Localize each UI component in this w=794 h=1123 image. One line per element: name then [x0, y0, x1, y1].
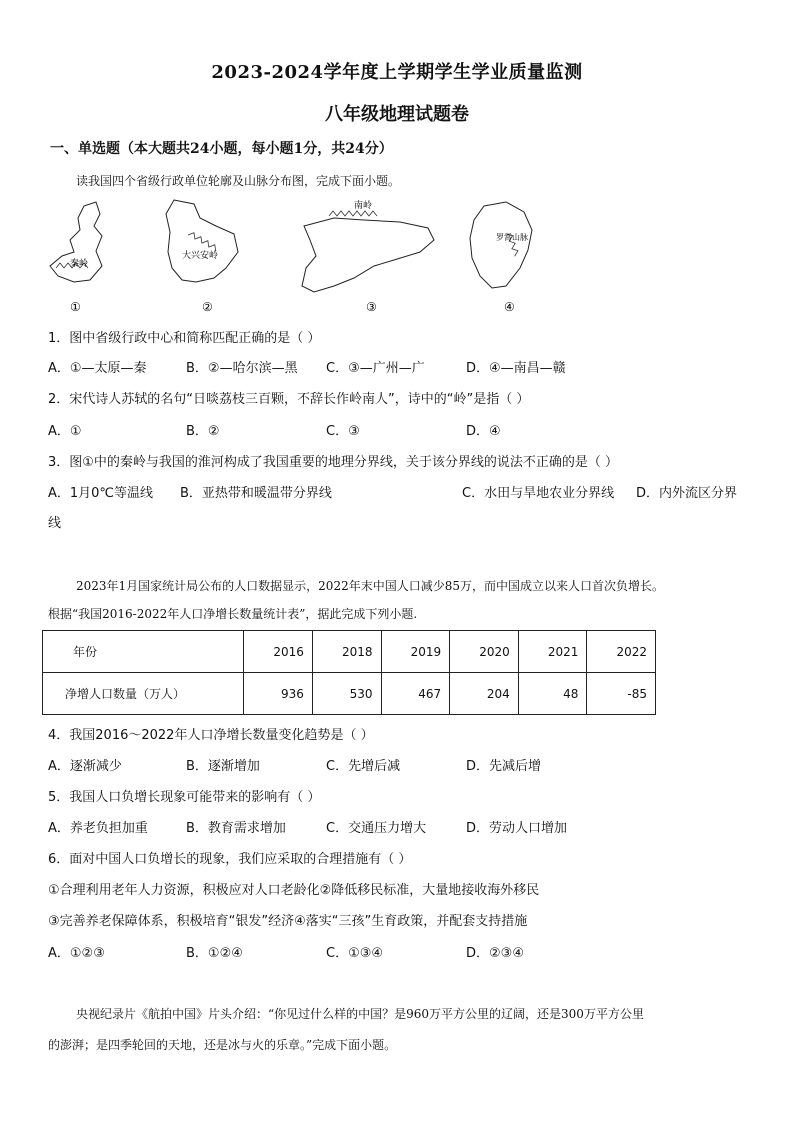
- question-6-stem: 6．面对中国人口负增长的现象，我们应采取的合理措施有（ ）: [48, 852, 412, 867]
- option[interactable]: A．①②③: [48, 946, 105, 961]
- map-label: 大兴安岭: [182, 251, 219, 261]
- option[interactable]: B．逐渐增加: [186, 759, 260, 774]
- table-header-cell: 年份: [43, 631, 244, 673]
- option[interactable]: B．教育需求增加: [186, 821, 286, 836]
- question-5-options: [48, 817, 567, 836]
- option[interactable]: B．亚热带和暖温带分界线: [180, 486, 332, 501]
- map-number: ④: [504, 300, 515, 314]
- option[interactable]: C．交通压力增大: [326, 821, 427, 836]
- table-cell: 2016: [244, 631, 313, 673]
- option[interactable]: D．先减后增: [466, 759, 542, 774]
- table-row: [43, 631, 656, 673]
- exam-title: 2023-2024学年度上学期学生学业质量监测: [211, 62, 583, 83]
- question-1-stem: 1．图中省级行政中心和简称匹配正确的是（ ）: [48, 331, 321, 346]
- option[interactable]: C．③: [326, 424, 360, 439]
- table-cell: 2018: [312, 631, 381, 673]
- question-4-options: [48, 755, 541, 774]
- option[interactable]: D．②③④: [466, 946, 524, 961]
- table-cell: 2019: [381, 631, 450, 673]
- table-cell: 467: [381, 673, 450, 715]
- table-cell: 936: [244, 673, 313, 715]
- option[interactable]: D．内外流区分界: [636, 486, 738, 501]
- option[interactable]: D．④: [466, 424, 501, 439]
- question-4-stem: 4．我国2016～2022年人口净增长数量变化趋势是（ ）: [48, 728, 374, 743]
- question-2-options: [48, 420, 501, 439]
- table-cell: 48: [518, 673, 587, 715]
- question-3-options: [48, 482, 737, 501]
- table-cell: 2021: [518, 631, 587, 673]
- option[interactable]: B．②—哈尔滨—黑: [186, 361, 298, 376]
- map-number: ①: [70, 300, 81, 314]
- option[interactable]: A．逐渐减少: [48, 759, 122, 774]
- map-jiangxi: [470, 202, 532, 314]
- question-6-line1: ①合理利用老年人力资源，积极应对人口老龄化②降低移民标准，大量地接收海外移民: [48, 883, 540, 898]
- question-5-stem: 5．我国人口负增长现象可能带来的影响有（ ）: [48, 790, 321, 805]
- table-cell: 2022: [587, 631, 656, 673]
- table-cell: 204: [450, 673, 519, 715]
- question-2-stem: 2．宋代诗人苏轼的名句“日啖荔枝三百颗，不辞长作岭南人”，诗中的“岭”是指（ ）: [48, 392, 530, 407]
- option[interactable]: C．先增后减: [326, 759, 401, 774]
- exam-subtitle: 八年级地理试题卷: [325, 104, 469, 125]
- table-cell: 2020: [450, 631, 519, 673]
- map-shaanxi: [50, 202, 102, 314]
- option[interactable]: C．①③④: [326, 946, 384, 961]
- table-row: [43, 673, 656, 715]
- province-maps: [44, 196, 544, 316]
- section-heading: 一、单选题（本大题共24小题，每小题1分，共24分）: [50, 141, 393, 157]
- group2-lead-line1: 2023年1月国家统计局公布的人口数据显示，2022年末中国人口减少85万，而中国成立以来人口首次负增长。: [76, 579, 664, 593]
- map-guangdong: [302, 199, 434, 314]
- map-label: 秦岭: [70, 259, 89, 269]
- question-3-wrap: 线: [48, 516, 62, 531]
- group3-lead-line2: 的澎湃；是四季轮回的天地，还是冰与火的乐章。”完成下面小题。: [48, 1038, 397, 1052]
- option[interactable]: A．①: [48, 424, 82, 439]
- option[interactable]: A．①—太原—秦: [48, 361, 147, 376]
- question-1-options: [48, 357, 566, 376]
- map-number: ③: [366, 300, 377, 314]
- question-6-options: [48, 942, 524, 961]
- question-6-line2: ③完善养老保障体系，积极培育“银发”经济④落实“三孩”生育政策，并配套支持措施: [48, 914, 528, 929]
- option[interactable]: A．1月0℃等温线: [48, 486, 154, 501]
- map-heilongjiang: [166, 200, 238, 314]
- map-label: 南岭: [354, 201, 373, 211]
- group2-lead-line2: 根据“我国2016-2022年人口净增长数量统计表”，据此完成下列小题.: [48, 607, 418, 621]
- table-cell: 530: [312, 673, 381, 715]
- table-header-cell: 净增人口数量（万人）: [43, 673, 244, 715]
- map-label: 罗霄山脉: [496, 233, 528, 242]
- population-table: [42, 630, 656, 715]
- option[interactable]: C．③—广州—广: [326, 361, 425, 376]
- option[interactable]: B．①②④: [186, 946, 243, 961]
- option[interactable]: C．水田与旱地农业分界线: [462, 486, 615, 501]
- group1-lead: 读我国四个省级行政单位轮廓及山脉分布图，完成下面小题。: [76, 174, 401, 188]
- option[interactable]: D．④—南昌—赣: [466, 361, 566, 376]
- option[interactable]: A．养老负担加重: [48, 821, 148, 836]
- option[interactable]: D．劳动人口增加: [466, 821, 568, 836]
- question-3-stem: 3．图①中的秦岭与我国的淮河构成了我国重要的地理分界线，关于该分界线的说法不正确的是（ ）: [48, 455, 619, 470]
- group3-lead-line1: 央视纪录片《航拍中国》片头介绍：“你见过什么样的中国？是960万平方公里的辽阔，还是300万平方公里: [76, 1007, 644, 1021]
- table-cell: -85: [587, 673, 656, 715]
- map-number: ②: [202, 300, 213, 314]
- option[interactable]: B．②: [186, 424, 220, 439]
